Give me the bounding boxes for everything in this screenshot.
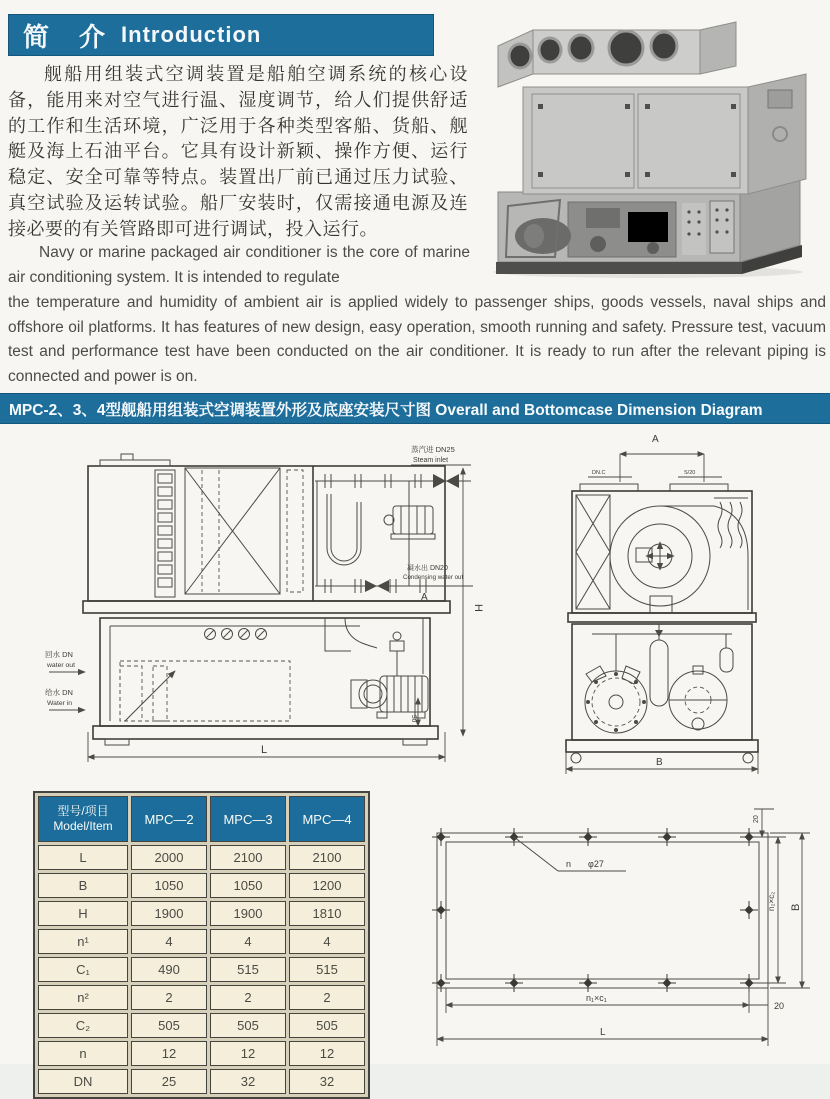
row-label: n [38,1041,128,1066]
cell-value: 4 [289,929,365,954]
header-col-mpc4: MPC—4 [289,796,365,842]
cell-value: 515 [289,957,365,982]
header-col-mpc3: MPC—3 [210,796,286,842]
cell-value: 4 [210,929,286,954]
steam-inlet-label-zh: 蒸汽进 DN25 [411,445,455,454]
row-label: C₁ [38,957,128,982]
cell-value: 490 [131,957,207,982]
side-view-drawing [552,428,808,780]
section-title: MPC-2、3、4型舰船用组装式空调装置外形及底座安装尺寸图 Overall and Bottomcase Dimension Diagram [9,401,763,419]
cell-value: 2100 [210,845,286,870]
row-label: n¹ [38,929,128,954]
header-model-item [38,796,128,842]
cell-value: 12 [210,1041,286,1066]
dim-a-label-side: A [652,434,659,445]
cell-value: 2100 [289,845,365,870]
cell-value: 1900 [131,901,207,926]
header-model-item-zh: 型号/项目 [57,804,109,818]
cell-value: 505 [210,1013,286,1038]
base-dimension-drawing [408,793,830,1059]
header-col-mpc2: MPC—2 [131,796,207,842]
table-row [38,1069,365,1094]
steam-inlet-label-en: Steam inlet [413,457,449,464]
cell-value: 505 [131,1013,207,1038]
intro-paragraph-en-2: the temperature and humidity of ambient air is applied widely to passenger ships, goods vessels, naval ships and offshore oil platforms. It has features of new design, easy operation, smooth running and safety. Pressure test, vacuum test and performance test have been conducted on the air conditioner. It is ready to run after the relevant piping is connected and power is on. [8,294,826,385]
table-row [38,929,365,954]
flange-right-label: S/20 [684,470,696,476]
row-label: DN [38,1069,128,1094]
dim-b-label-side: B [656,757,663,768]
cell-value: 1050 [210,873,286,898]
holes-count-label: n [566,859,572,869]
dim-50-label: 50 [410,715,417,723]
row-label: B [38,873,128,898]
table-row [38,985,365,1010]
dim-l-label-base: L [600,1027,606,1038]
table-row [38,901,365,926]
table-row [38,873,365,898]
cell-value: 1810 [289,901,365,926]
holes-diameter-label: φ27 [588,859,604,869]
intro-paragraph-en-1: Navy or marine packaged air conditioner is the core of marine air conditioning system. It is intended to regulate [8,244,470,286]
cell-value: 2 [289,985,365,1010]
row-label: n² [38,985,128,1010]
water-in-label-en: Water in [47,700,73,707]
section-header-bar [0,393,830,424]
table-row [38,1013,365,1038]
product-photo [468,12,826,280]
table-header-row [38,796,365,842]
dim-20-top-label: 20 [753,815,760,823]
cell-value: 32 [289,1069,365,1094]
row-label: L [38,845,128,870]
row-label: H [38,901,128,926]
cell-value: 2 [210,985,286,1010]
condensate-label-en: Condensing water out [403,574,464,581]
cell-value: 1900 [210,901,286,926]
water-out-label-zh: 回水 DN [45,650,73,659]
header-model-item-en: Model/Item [53,819,113,833]
water-in-label-zh: 给水 DN [45,688,73,697]
cell-value: 12 [289,1041,365,1066]
cell-value: 1200 [289,873,365,898]
cell-value: 4 [131,929,207,954]
dim-l-label: L [261,744,268,756]
condensate-label-zh: 凝水出 DN20 [407,565,448,572]
cell-value: 515 [210,957,286,982]
intro-title-en: Introduction [121,22,262,47]
cell-value: 32 [210,1069,286,1094]
front-view-drawing [25,436,485,786]
dimension-table [33,791,370,1099]
table-row [38,957,365,982]
dim-a-label: A [421,592,428,603]
flange-left-label: DN.C [592,470,606,476]
dim-h-label: H [472,604,484,612]
table-row [38,1041,365,1066]
dim-20-right-label: 20 [774,1001,785,1011]
cell-value: 1050 [131,873,207,898]
dim-b-label-base: B [790,903,802,911]
cell-value: 2 [131,985,207,1010]
cell-value: 25 [131,1069,207,1094]
cell-value: 505 [289,1013,365,1038]
table-row [38,845,365,870]
row-label: C₂ [38,1013,128,1038]
cell-value: 12 [131,1041,207,1066]
intro-header-bar [8,14,434,56]
intro-paragraph-zh: 舰船用组装式空调装置是船舶空调系统的核心设备，能用来对空气进行温、湿度调节，给人们提供舒适的工作和生活环境，广泛用于各种类型客船、货船、舰艇及海上石油平台。它具有设计新颖、操作方便、运行稳定、安全可靠等特点。装置出厂前已通过压力试验、真空试验及运转试验。船厂安装时，仅需接通电源及连接必要的有关管路即可进行调试，投入运行。 [8,64,468,239]
water-out-label-en: water out [47,662,75,669]
dim-n1c1-label: n₁×c₁ [586,993,607,1003]
intro-title-zh: 简 介 [23,21,108,52]
dim-n2c2-label: n₂×c₂ [767,891,776,911]
cell-value: 2000 [131,845,207,870]
